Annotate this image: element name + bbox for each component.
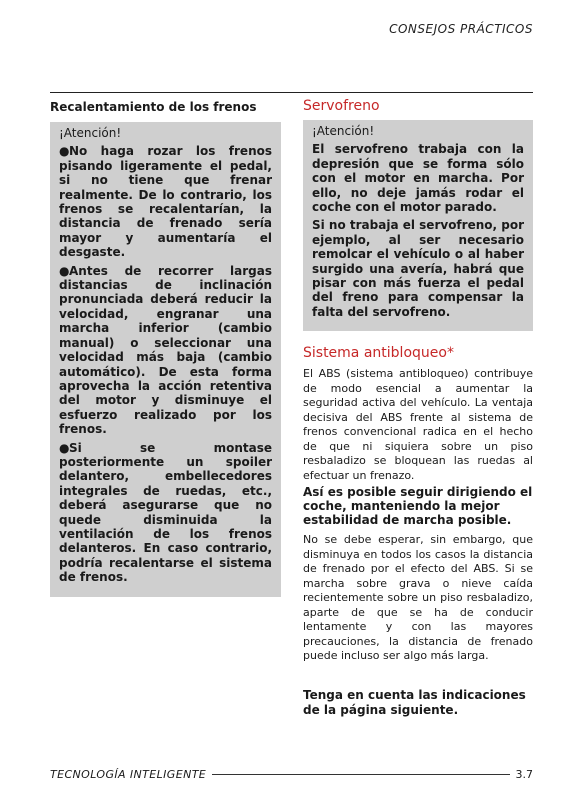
- servo-paragraph: El servofreno trabaja con la depresión que se forma sólo con el motor en marcha. Por ello, no deje jamás rodar el coche con el motor parado.: [312, 142, 524, 215]
- bullet-icon: ●: [59, 440, 70, 455]
- servo-warning-box: [303, 120, 533, 331]
- warning-bullet: [59, 441, 272, 585]
- brake-warning-box: [50, 122, 281, 597]
- abs-paragraph: El ABS (sistema antibloqueo) contribuye de modo esencial a aumentar la seguridad activa del vehículo. La ventaja decisiva del ABS frente al sistema de frenos convencional radica en el hecho de que ni siquiera sobre un piso resbaladizo se bloquean las ruedas al efectuar un frenazo.: [303, 367, 533, 482]
- warning-bullet-text: Antes de recorrer largas distancias de inclinación pronunciada deberá reducir la velocidad, engranar una marcha inferior (cambio manual) o seleccionar una velocidad más baja (cambio automático). De esta forma aprovecha la acción retentiva del motor y disminuye el esfuerzo realizado por los frenos.: [59, 263, 272, 437]
- header-title: CONSEJOS PRÁCTICOS: [389, 22, 533, 36]
- abs-note: Tenga en cuenta las indicaciones de la página siguiente.: [303, 687, 526, 717]
- servo-title: Servofreno: [303, 98, 380, 114]
- left-column: [50, 98, 281, 597]
- footer: [50, 767, 533, 781]
- servo-paragraph: Si no trabaja el servofreno, por ejemplo, al ser necesario remolcar el vehículo o al haber surgido una avería, habrá que pisar con más fuerza el pedal del freno para compensar la falta del servofreno.: [312, 218, 524, 319]
- page-number: 3.7: [515, 767, 533, 781]
- bullet-icon: ●: [59, 144, 70, 159]
- warning-bullet: [59, 144, 272, 259]
- abs-paragraph: No se debe esperar, sin embargo, que disminuya en todos los casos la distancia de frenado por el efecto del ABS. Si se marcha sobre grava o nieve caída recientemente sobre un piso resbaladizo, aparte de que se ha de conducir lentamente y con las mayores precauciones, la distancia de frenado puede incluso ser algo más larga.: [303, 533, 533, 663]
- footer-rule: [212, 774, 509, 775]
- warning-title: ¡Atención!: [59, 126, 122, 140]
- warning-bullet-text: No haga rozar los frenos pisando ligeramente el pedal, si no tiene que frenar realmente. De lo contrario, los frenos se recalentarían, la distancia de frenado sería mayor y aumentaría el desgaste.: [59, 144, 272, 260]
- bullet-icon: ●: [59, 263, 70, 278]
- header-rule: [50, 92, 533, 93]
- abs-emphasis: Así es posible seguir dirigiendo el coche, manteniendo la mejor estabilidad de marcha posible.: [303, 485, 533, 528]
- footer-label: TECNOLOGÍA INTELIGENTE: [50, 767, 207, 781]
- warning-bullet: [59, 264, 272, 437]
- brake-overheating-heading: Recalentamiento de los frenos: [50, 100, 257, 114]
- right-column: [303, 98, 533, 718]
- warning-bullet-text: Si se montase posteriormente un spoiler delantero, embellecedores integrales de ruedas, etc., deberá asegurarse que no quede disminuida la ventilación de los frenos delanteros. En caso contrario, podría recalentarse el sistema de frenos.: [59, 440, 272, 585]
- warning-title: ¡Atención!: [312, 124, 375, 138]
- abs-title: Sistema antibloqueo*: [303, 345, 454, 362]
